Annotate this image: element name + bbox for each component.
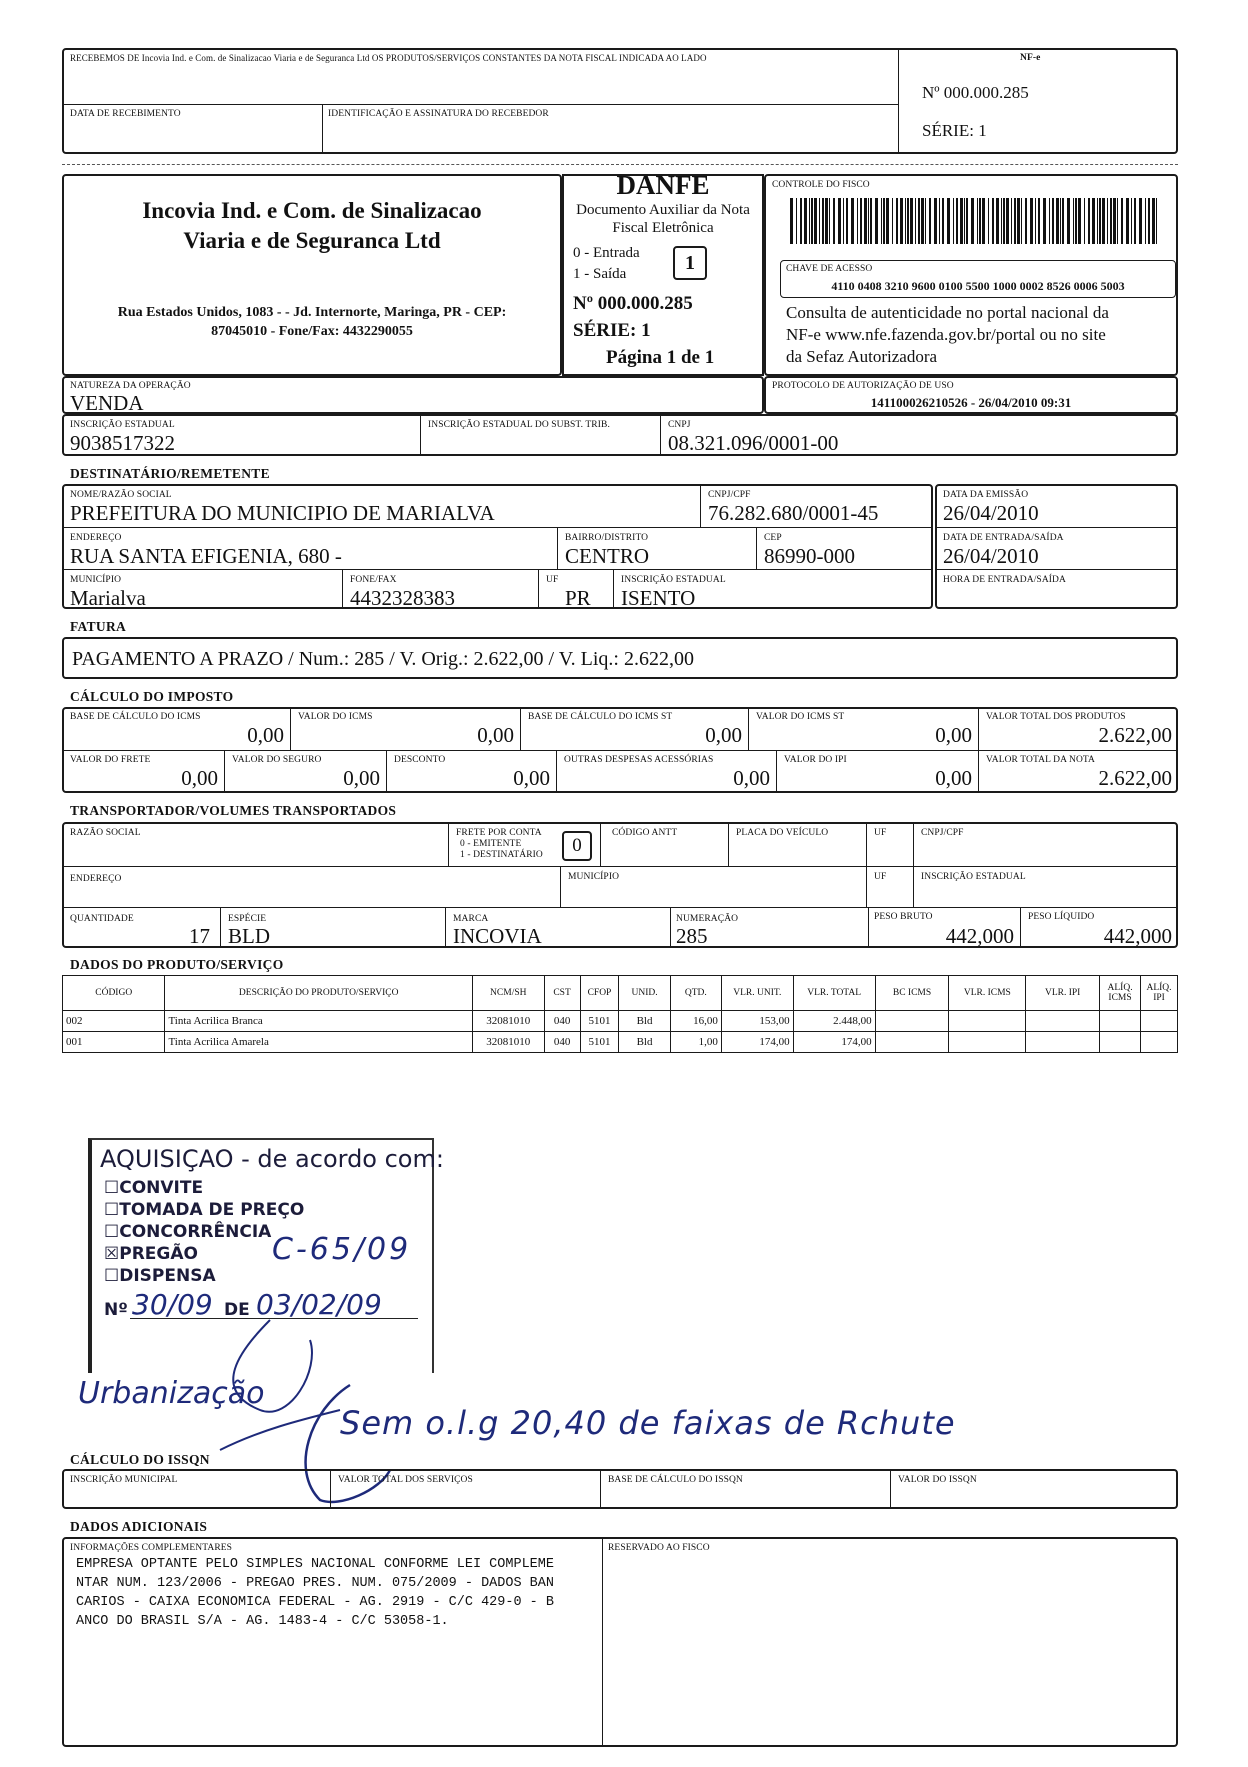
dest-cep: 86990-000 [764, 544, 855, 568]
imposto-value: 0,00 [935, 723, 972, 747]
dest-cnpj-label: CNPJ/CPF [708, 490, 751, 500]
transp-marca: INCOVIA [453, 924, 542, 948]
issqn-im-label: INSCRIÇÃO MUNICIPAL [70, 1475, 178, 1485]
table-cell [949, 1032, 1026, 1053]
dest-municipio-label: MUNICÍPIO [70, 575, 122, 585]
dest-ie-label: INSCRIÇÃO ESTADUAL [621, 575, 726, 585]
issqn-valor-label: VALOR DO ISSQN [898, 1475, 977, 1485]
table-cell [1100, 1032, 1141, 1053]
imposto-label: VALOR TOTAL DOS PRODUTOS [986, 712, 1126, 722]
protocolo-label: PROTOCOLO DE AUTORIZAÇÃO DE USO [772, 381, 954, 391]
table-cell [1026, 1011, 1100, 1032]
consulta-line-2: NF-e www.nfe.fazenda.gov.br/portal ou no site [786, 325, 1106, 344]
consulta-line-1: Consulta de autenticidade no portal nacional da [786, 303, 1109, 322]
table-cell: 16,00 [670, 1011, 721, 1032]
imposto-value: 2.622,00 [1098, 723, 1172, 747]
transp-especie-label: ESPÉCIE [228, 914, 267, 924]
stamp-de-label: DE [224, 1300, 250, 1320]
transp-peso-bruto-label: PESO BRUTO [874, 912, 933, 922]
ie-st-label: INSCRIÇÃO ESTADUAL DO SUBST. TRIB. [428, 420, 610, 430]
hand-note: Sem o.l.g 20,40 de faixas de Rchute [340, 1404, 956, 1442]
table-cell [1141, 1011, 1178, 1032]
transp-uf2-label: UF [874, 872, 887, 882]
imposto-value: 2.622,00 [1098, 766, 1172, 790]
table-row [63, 1011, 1178, 1032]
identificacao-label: IDENTIFICAÇÃO E ASSINATURA DO RECEBEDOR [328, 109, 549, 119]
stamp-checkbox-item: ☐CONVITE [104, 1178, 204, 1198]
table-cell [1141, 1032, 1178, 1053]
transp-marca-label: MARCA [453, 914, 489, 924]
produtos-header: VLR. ICMS [949, 976, 1026, 1011]
stamp-checkbox-item: ☐CONCORRÊNCIA [104, 1222, 272, 1242]
dest-uf-label: UF [546, 575, 559, 585]
table-cell: 040 [544, 1032, 580, 1053]
issqn-servicos-label: VALOR TOTAL DOS SERVIÇOS [338, 1475, 473, 1485]
transporte-section: TRANSPORTADOR/VOLUMES TRANSPORTADOS [70, 803, 397, 818]
danfe-numero: Nº 000.000.285 [573, 293, 693, 314]
produtos-header: BC ICMS [875, 976, 949, 1011]
dest-endereco: RUA SANTA EFIGENIA, 680 - [70, 544, 342, 568]
imposto-value: 0,00 [935, 766, 972, 790]
stamp-checkbox-item: ☐DISPENSA [104, 1266, 216, 1286]
imposto-value: 0,00 [705, 723, 742, 747]
transp-razao-label: RAZÃO SOCIAL [70, 828, 141, 838]
produtos-header: ALÍQ. ICMS [1100, 976, 1141, 1011]
dest-uf: PR [565, 586, 591, 610]
table-cell [949, 1011, 1026, 1032]
emitente-name-2: Viaria e de Seguranca Ltd [183, 228, 441, 253]
transp-quantidade-label: QUANTIDADE [70, 914, 134, 924]
transp-numeracao: 285 [676, 924, 708, 948]
dest-entrada-saida-label: DATA DE ENTRADA/SAÍDA [943, 533, 1064, 543]
adicionais-section: DADOS ADICIONAIS [70, 1519, 208, 1534]
dest-fone: 4432328383 [350, 586, 455, 610]
produtos-header: CST [544, 976, 580, 1011]
produtos-header: DESCRIÇÃO DO PRODUTO/SERVIÇO [165, 976, 472, 1011]
stamp-checkbox-item: ☐TOMADA DE PREÇO [104, 1200, 305, 1220]
controle-label: CONTROLE DO FISCO [772, 180, 870, 190]
produtos-header: VLR. TOTAL [793, 976, 875, 1011]
dest-fone-label: FONE/FAX [350, 575, 397, 585]
stamp-title: AQUISIÇAO - de acordo com: [100, 1145, 444, 1173]
table-row [63, 1032, 1178, 1053]
imposto-label: DESCONTO [394, 755, 446, 765]
fisco-label: RESERVADO AO FISCO [608, 1543, 710, 1553]
info-line: EMPRESA OPTANTE PELO SIMPLES NACIONAL CONFORME LEI COMPLEME [76, 1557, 554, 1572]
stamp-numero-hand: 30/09 [132, 1288, 213, 1321]
transp-ie-label: INSCRIÇÃO ESTADUAL [921, 872, 1026, 882]
natureza-value: VENDA [70, 391, 144, 415]
danfe-serie: SÉRIE: 1 [573, 320, 651, 341]
table-cell: 32081010 [472, 1032, 544, 1053]
fatura-text: PAGAMENTO A PRAZO / Num.: 285 / V. Orig.: 2.622,00 / V. Liq.: 2.622,00 [72, 648, 694, 670]
imposto-label: BASE DE CÁLCULO DO ICMS [70, 712, 201, 722]
protocolo-value: 141100026210526 - 26/04/2010 09:31 [870, 395, 1072, 410]
imposto-value: 0,00 [247, 723, 284, 747]
imposto-label: VALOR DO ICMS [298, 712, 373, 722]
transp-uf-label: UF [874, 828, 887, 838]
transp-peso-liquido: 442,000 [1103, 924, 1172, 948]
transp-numeracao-label: NUMERAÇÃO [676, 914, 739, 924]
imposto-label: OUTRAS DESPESAS ACESSÓRIAS [564, 755, 714, 765]
produtos-header: ALÍQ. IPI [1141, 976, 1178, 1011]
emitente-name-1: Incovia Ind. e Com. de Sinalizacao [142, 198, 482, 223]
table-cell [1100, 1011, 1141, 1032]
table-cell: 040 [544, 1011, 580, 1032]
imposto-value: 0,00 [477, 723, 514, 747]
transp-frete-value: 0 [562, 831, 592, 861]
produtos-header: VLR. IPI [1026, 976, 1100, 1011]
produtos-header: CÓDIGO [63, 976, 165, 1011]
transp-municipio-label: MUNICÍPIO [568, 872, 620, 882]
barcode-image [790, 198, 1160, 244]
imposto-label: VALOR DO FRETE [70, 755, 151, 765]
produtos-header: UNID. [619, 976, 670, 1011]
info-line: ANCO DO BRASIL S/A - AG. 1483-4 - C/C 53058-1. [76, 1614, 449, 1629]
emitente-address-1: Rua Estados Unidos, 1083 - - Jd. Internorte, Maringa, PR - CEP: [117, 305, 507, 320]
imposto-label: VALOR DO IPI [784, 755, 847, 765]
imposto-value: 0,00 [733, 766, 770, 790]
dest-nome-label: NOME/RAZÃO SOCIAL [70, 490, 172, 500]
dest-emissao: 26/04/2010 [943, 501, 1039, 525]
dest-cnpj: 76.282.680/0001-45 [708, 501, 879, 525]
produtos-header: VLR. UNIT. [721, 976, 793, 1011]
transp-cnpj-label: CNPJ/CPF [921, 828, 964, 838]
dest-ie: ISENTO [621, 586, 696, 610]
consulta-line-3: da Sefaz Autorizadora [786, 347, 938, 366]
table-cell: Tinta Acrilica Branca [165, 1011, 472, 1032]
inscricao-box [62, 414, 1178, 456]
transp-frete-label: FRETE POR CONTA [456, 828, 542, 838]
natureza-label: NATUREZA DA OPERAÇÃO [70, 381, 191, 391]
table-cell: 174,00 [721, 1032, 793, 1053]
table-cell [875, 1032, 949, 1053]
info-line: CARIOS - CAIXA ECONOMICA FEDERAL - AG. 2919 - C/C 429-0 - B [76, 1595, 554, 1610]
table-cell: 1,00 [670, 1032, 721, 1053]
transp-antt-label: CÓDIGO ANTT [612, 828, 678, 838]
dest-nome: PREFEITURA DO MUNICIPIO DE MARIALVA [70, 501, 495, 525]
transp-peso-bruto: 442,000 [945, 924, 1014, 948]
table-cell: 174,00 [793, 1032, 875, 1053]
imposto-value: 0,00 [513, 766, 550, 790]
cnpj-value: 08.321.096/0001-00 [668, 431, 839, 455]
chave-value: 4110 0408 3210 9600 0100 5500 1000 0002 8526 0006 5003 [831, 279, 1125, 293]
transp-placa-label: PLACA DO VEÍCULO [736, 828, 829, 838]
data-recebimento-label: DATA DE RECEBIMENTO [70, 109, 181, 119]
imposto-value: 0,00 [343, 766, 380, 790]
produtos-table [62, 975, 1178, 1053]
transp-quantidade: 17 [189, 924, 210, 948]
dest-hora-label: HORA DE ENTRADA/SAÍDA [943, 575, 1066, 585]
transp-peso-liquido-label: PESO LÍQUIDO [1028, 912, 1095, 922]
table-cell: 2.448,00 [793, 1011, 875, 1032]
table-cell: 5101 [580, 1011, 619, 1032]
table-cell [1026, 1032, 1100, 1053]
ie-label: INSCRIÇÃO ESTADUAL [70, 420, 175, 430]
imposto-label: BASE DE CÁLCULO DO ICMS ST [528, 712, 673, 722]
canhoto-nfe-label: NF-e [1020, 53, 1041, 63]
danfe-entrada: 0 - Entrada [573, 245, 640, 261]
dest-municipio: Marialva [70, 586, 146, 610]
danfe-subtitle-2: Fiscal Eletrônica [612, 220, 714, 236]
imposto-section: CÁLCULO DO IMPOSTO [70, 689, 234, 704]
stamp-numero-prefix: Nº [104, 1300, 128, 1320]
table-cell: 153,00 [721, 1011, 793, 1032]
recebemos-text: RECEBEMOS DE Incovia Ind. e Com. de Sinalizacao Viaria e de Seguranca Ltd OS PRODUTOS/SERVIÇOS CONSTANTES DA NOTA FISCAL INDICADA AO LADO [70, 53, 707, 63]
table-cell: Tinta Acrilica Amarela [165, 1032, 472, 1053]
danfe-title: DANFE [616, 170, 710, 200]
hand-urbanizacao: Urbanização [78, 1376, 265, 1411]
table-cell: Bld [619, 1011, 670, 1032]
chave-label: CHAVE DE ACESSO [786, 264, 873, 274]
imposto-label: VALOR TOTAL DA NOTA [986, 755, 1096, 765]
imposto-value: 0,00 [181, 766, 218, 790]
dest-cep-label: CEP [764, 533, 782, 543]
produtos-section: DADOS DO PRODUTO/SERVIÇO [70, 957, 284, 972]
table-cell: 001 [63, 1032, 165, 1053]
dest-bairro-label: BAIRRO/DISTRITO [565, 533, 649, 543]
transp-frete-opt1: 1 - DESTINATÁRIO [460, 850, 543, 860]
issqn-base-label: BASE DE CÁLCULO DO ISSQN [608, 1475, 743, 1485]
emitente-address-2: 87045010 - Fone/Fax: 4432290055 [211, 324, 413, 339]
table-cell [875, 1011, 949, 1032]
dest-emissao-label: DATA DA EMISSÃO [943, 490, 1029, 500]
produtos-header: NCM/SH [472, 976, 544, 1011]
produtos-header: CFOP [580, 976, 619, 1011]
dest-bairro: CENTRO [565, 544, 649, 568]
transp-especie: BLD [228, 924, 270, 948]
cnpj-label: CNPJ [668, 420, 691, 430]
imposto-label: VALOR DO ICMS ST [756, 712, 845, 722]
destinatario-section: DESTINATÁRIO/REMETENTE [70, 466, 270, 481]
canhoto-numero: Nº 000.000.285 [922, 83, 1029, 102]
canhoto-serie: SÉRIE: 1 [922, 121, 987, 140]
produtos-header: QTD. [670, 976, 721, 1011]
dest-endereco-label: ENDEREÇO [70, 533, 122, 543]
issqn-section: CÁLCULO DO ISSQN [70, 1452, 210, 1467]
stamp-pregao-note: C-65/09 [272, 1232, 412, 1267]
danfe-tipo-box: 1 [673, 246, 707, 280]
dest-entrada-saida: 26/04/2010 [943, 544, 1039, 568]
ie-value: 9038517322 [70, 431, 175, 455]
imposto-label: VALOR DO SEGURO [232, 755, 322, 765]
info-label: INFORMAÇÕES COMPLEMENTARES [70, 1543, 233, 1553]
danfe-subtitle-1: Documento Auxiliar da Nota [576, 202, 750, 218]
fatura-section: FATURA [70, 619, 127, 634]
info-line: NTAR NUM. 123/2006 - PREGAO PRES. NUM. 075/2009 - DADOS BAN [76, 1576, 554, 1591]
transp-endereco-label: ENDEREÇO [70, 874, 122, 884]
table-cell: Bld [619, 1032, 670, 1053]
transp-frete-opt0: 0 - EMITENTE [460, 839, 522, 849]
danfe-saida: 1 - Saída [573, 266, 627, 282]
table-cell: 002 [63, 1011, 165, 1032]
danfe-pagina: Página 1 de 1 [606, 347, 715, 368]
table-cell: 32081010 [472, 1011, 544, 1032]
table-cell: 5101 [580, 1032, 619, 1053]
stamp-checkbox-item: ☒PREGÃO [104, 1244, 198, 1264]
stamp-data-hand: 03/02/09 [256, 1288, 382, 1321]
